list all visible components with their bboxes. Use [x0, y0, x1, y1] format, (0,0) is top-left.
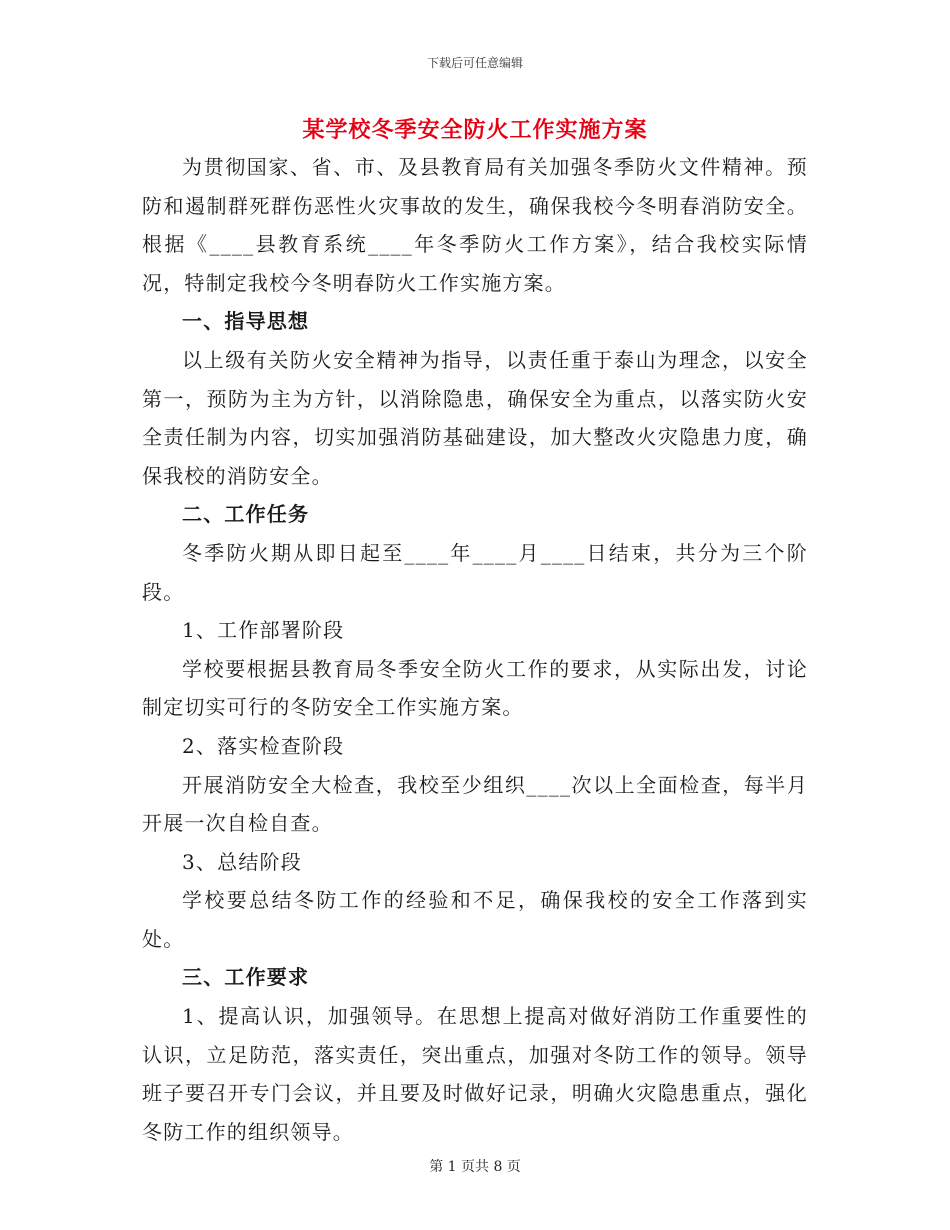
inspection-stage-paragraph: 开展消防安全大检查，我校至少组织____次以上全面检查，每半月开展一次自检自查。	[142, 772, 808, 836]
page-header-note: 下载后可任意编辑	[426, 56, 523, 70]
subheading-inspection-stage: 2、落实检查阶段	[182, 733, 345, 758]
subheading-deployment-stage: 1、工作部署阶段	[182, 618, 345, 643]
section-heading-requirements: 三、工作要求	[182, 965, 310, 990]
page-number-footer: 第 1 页共 8 页	[429, 1159, 521, 1175]
requirements-paragraph: 1、提高认识，加强领导。在思想上提高对做好消防工作重要性的认识，立足防范，落实责任，突出重点，加强对冬防工作的领导。领导班子要召开专门会议，并且要及时做好记录，明确火灾隐患重点，强化冬防工作的组织领导。	[142, 1004, 808, 1144]
summary-stage-paragraph: 学校要总结冬防工作的经验和不足，确保我校的安全工作落到实处。	[142, 888, 808, 951]
section-heading-guiding-ideology: 一、指导思想	[182, 309, 310, 334]
tasks-paragraph: 冬季防火期从即日起至____年____月____日结束，共分为三个阶段。	[142, 540, 808, 604]
document-body	[142, 148, 808, 1151]
intro-paragraph: 为贯彻国家、省、市、及县教育局有关加强冬季防火文件精神。预防和遏制群死群伤恶性火灾事故的发生，确保我校今冬明春消防安全。根据《____县教育系统____年冬季防火工作方案》，结合我校实际情况，特制定我校今冬明春防火工作实施方案。	[142, 155, 808, 295]
subheading-summary-stage: 3、总结阶段	[182, 849, 302, 874]
deployment-stage-paragraph: 学校要根据县教育局冬季安全防火工作的要求，从实际出发，讨论制定切实可行的冬防安全工作实施方案。	[142, 656, 808, 720]
section-heading-tasks: 二、工作任务	[182, 502, 310, 527]
document-title: 某学校冬季安全防火工作实施方案	[302, 117, 648, 143]
guiding-ideology-paragraph: 以上级有关防火安全精神为指导，以责任重于泰山为理念，以安全第一，预防为主为方针，以消除隐患，确保安全为重点，以落实防火安全责任制为内容，切实加强消防基础建设，加大整改火灾隐患力度，确保我校的消防安全。	[142, 347, 808, 488]
